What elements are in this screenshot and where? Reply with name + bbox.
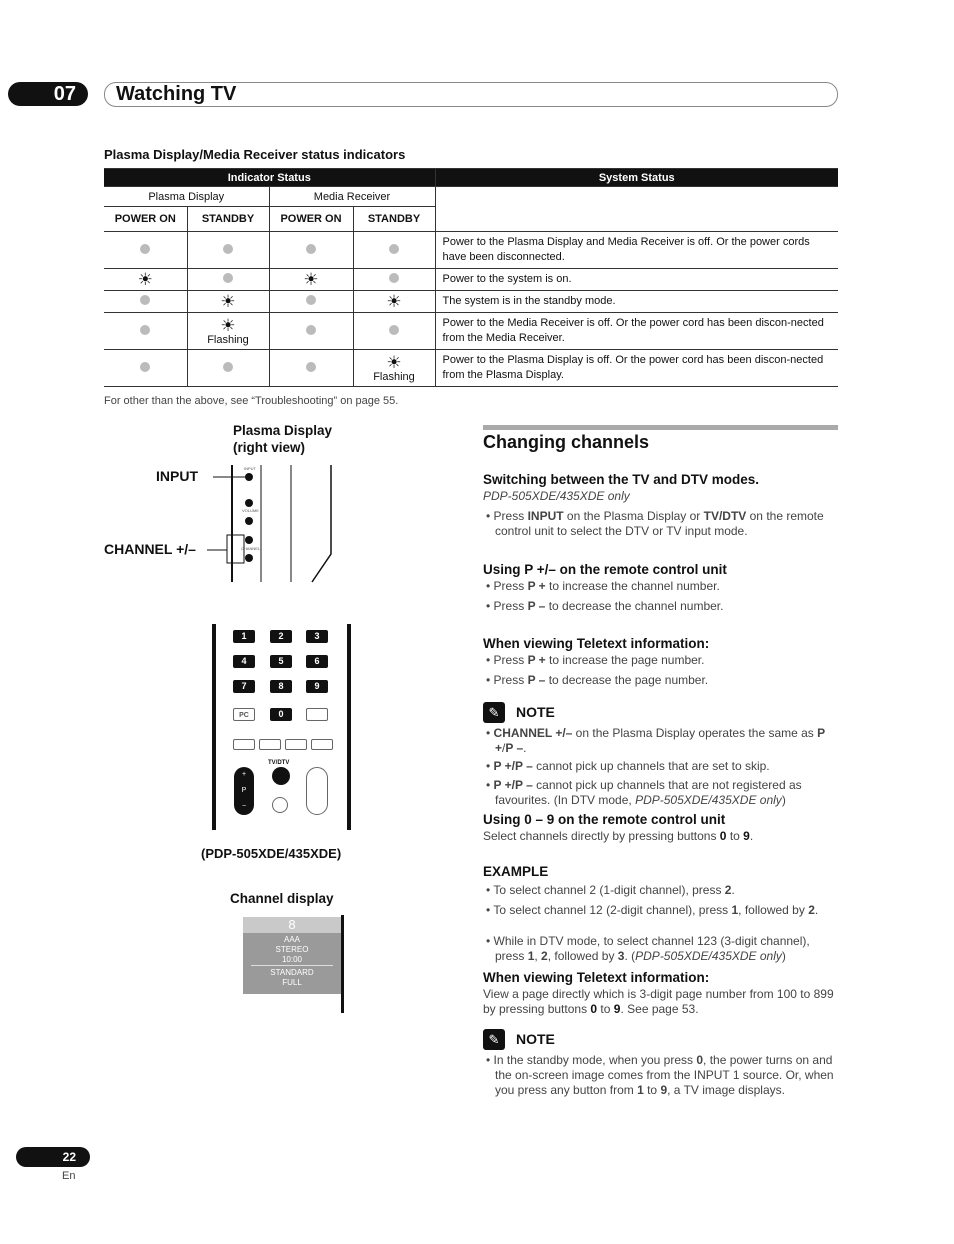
osd-line: FULL (282, 978, 302, 987)
table-row (104, 269, 838, 291)
led-off-icon (306, 362, 316, 372)
status-description: Power to the Media Receiver is off. Or the power cord has been discon-nected from the Media Receiver. (435, 313, 838, 350)
list-item: • P +/P – cannot pick up channels that are set to skip. (486, 759, 770, 773)
remote-button-9: 9 (306, 680, 328, 693)
list-item: • CHANNEL +/– on the Plasma Display operates the same as P +/P –. (486, 726, 825, 755)
led-off-icon (306, 295, 316, 305)
list-item: • Press P – to decrease the channel number. (486, 599, 724, 613)
subheading-p-buttons: Using P +/– on the remote control unit (483, 562, 727, 577)
col-standby: STANDBY (353, 207, 435, 232)
plasma-figure-title: Plasma Display (233, 423, 333, 438)
led-off-icon (223, 273, 233, 283)
plasma-side-view-illustration (205, 462, 345, 584)
paragraph: Select channels directly by pressing buttons 0 to 9. (483, 829, 754, 843)
flashing-label: Flashing (373, 370, 415, 383)
plasma-display-header: Plasma Display (104, 187, 269, 207)
list-item: • Press P + to increase the page number. (486, 653, 705, 667)
led-off-icon (140, 362, 150, 372)
col-power-on: POWER ON (269, 207, 353, 232)
section-divider (483, 425, 838, 430)
remote-button-6: 6 (306, 655, 328, 668)
chapter-title: Watching TV (116, 83, 237, 105)
panel-channel-label: CHANNEL (241, 546, 261, 551)
channel-display-edge (341, 915, 344, 1013)
remote-button-7: 7 (233, 680, 255, 693)
section-heading: Changing channels (483, 432, 650, 452)
table-row (104, 350, 838, 387)
panel-volume-label: VOLUME (242, 508, 259, 513)
osd-line: STANDARD (270, 968, 314, 977)
remote-mute-button (272, 797, 288, 813)
remote-tvdtv-button (272, 767, 290, 785)
status-description: The system is in the standby mode. (435, 291, 838, 313)
note-label: NOTE (516, 704, 555, 720)
led-lit-icon: ☀ (220, 315, 236, 335)
subheading-switching: Switching between the TV and DTV modes. (483, 472, 760, 487)
table-row (104, 313, 838, 350)
remote-volume-rocker (306, 767, 328, 815)
input-callout-label: INPUT (156, 468, 198, 484)
remote-button-sound-icon (233, 739, 255, 750)
remote-button-0: 0 (270, 708, 292, 721)
led-off-icon (140, 244, 150, 254)
osd-line: 10:00 (251, 955, 333, 966)
led-lit-icon: ☀ (303, 270, 319, 289)
remote-button-8: 8 (270, 680, 292, 693)
subheading-teletext: When viewing Teletext information: (483, 636, 710, 651)
osd-line: AAA (283, 935, 300, 944)
led-off-icon (140, 295, 150, 305)
system-status-blank (435, 187, 838, 232)
media-receiver-header: Media Receiver (269, 187, 435, 207)
indicator-status-header: Indicator Status (104, 169, 435, 187)
led-off-icon (306, 244, 316, 254)
language-code: En (62, 1170, 76, 1182)
led-off-icon (223, 362, 233, 372)
led-off-icon (140, 325, 150, 335)
remote-button-text-icon (285, 739, 307, 750)
status-description: Power to the Plasma Display is off. Or the power cord has been discon-nected from the Plasma Display. (435, 350, 838, 387)
led-off-icon (389, 273, 399, 283)
remote-button-freeze-icon (311, 739, 333, 750)
remote-button-return-icon (306, 708, 328, 721)
remote-p-rocker: + P − (234, 767, 254, 815)
subheading-teletext-direct: When viewing Teletext information: (483, 970, 710, 985)
list-item: • P +/P – cannot pick up channels that are not registered as favourites. (In DTV mode, PDP-505XDE/435XDE only) (486, 778, 802, 807)
status-indicator-table (104, 168, 838, 387)
list-item: • To select channel 2 (1-digit channel), press 2. (486, 883, 735, 897)
led-off-icon (306, 325, 316, 335)
status-description: Power to the system is on. (435, 269, 838, 291)
system-status-header: System Status (435, 169, 838, 187)
status-section-title: Plasma Display/Media Receiver status indicators (104, 147, 406, 162)
chapter-number: 07 (8, 82, 88, 106)
pencil-icon: ✎ (483, 702, 505, 723)
led-off-icon (389, 325, 399, 335)
list-item: • To select channel 12 (2-digit channel), press 1, followed by 2. (486, 903, 819, 917)
remote-p-label: P (241, 787, 247, 794)
flashing-label: Flashing (207, 333, 249, 346)
remote-button-5: 5 (270, 655, 292, 668)
list-item: • Press INPUT on the Plasma Display or TV/DTV on the remote control unit to select the DTV or TV input mode. (486, 509, 824, 538)
list-item: • While in DTV mode, to select channel 123 (3-digit channel), press 1, 2, followed by 3. (PDP-505XDE/435XDE only) (486, 934, 810, 963)
led-lit-icon: ☀ (386, 292, 402, 311)
plasma-figure-subtitle: (right view) (233, 440, 306, 455)
list-item: • Press P + to increase the channel number. (486, 579, 720, 593)
col-standby: STANDBY (187, 207, 269, 232)
status-footnote: For other than the above, see “Troubleshooting” on page 55. (104, 395, 399, 407)
paragraph: View a page directly which is 3-digit page number from 100 to 899 by pressing buttons 0 to 9. See page 53. (483, 987, 834, 1016)
status-description: Power to the Plasma Display and Media Receiver is off. Or the power cords have been disconnected. (435, 232, 838, 269)
channel-display-title: Channel display (230, 891, 334, 906)
channel-callout-label: CHANNEL +/– (104, 541, 196, 557)
list-item: • Press P – to decrease the page number. (486, 673, 709, 687)
led-lit-icon: ☀ (386, 352, 402, 372)
remote-button-2: 2 (270, 630, 292, 643)
model-note: PDP-505XDE/435XDE only (483, 489, 630, 503)
col-power-on: POWER ON (104, 207, 187, 232)
remote-button-3: 3 (306, 630, 328, 643)
remote-button-4: 4 (233, 655, 255, 668)
pencil-icon: ✎ (483, 1029, 505, 1050)
page-number: 22 (16, 1147, 90, 1167)
remote-control-illustration (212, 624, 351, 830)
table-row (104, 291, 838, 313)
subheading-0-9: Using 0 – 9 on the remote control unit (483, 812, 726, 827)
led-off-icon (389, 244, 399, 254)
subheading-example: EXAMPLE (483, 864, 549, 879)
table-row (104, 232, 838, 269)
remote-button-screen-icon (259, 739, 281, 750)
led-off-icon (223, 244, 233, 254)
channel-display-osd (243, 917, 341, 994)
list-item: • In the standby mode, when you press 0, the power turns on and the on-screen image comes from the INPUT 1 source. Or, when you press any button from 1 to 9, a TV image displays. (486, 1053, 834, 1097)
osd-line: STEREO (275, 945, 309, 954)
remote-model-label: (PDP-505XDE/435XDE) (201, 846, 342, 861)
panel-input-label: INPUT (244, 466, 256, 471)
led-lit-icon: ☀ (137, 270, 153, 289)
osd-channel-number: 8 (243, 917, 341, 933)
led-lit-icon: ☀ (220, 292, 236, 311)
remote-button-1: 1 (233, 630, 255, 643)
note-label: NOTE (516, 1031, 555, 1047)
remote-button-pc: PC (233, 708, 255, 721)
remote-tvdtv-label: TV/DTV (268, 760, 290, 766)
